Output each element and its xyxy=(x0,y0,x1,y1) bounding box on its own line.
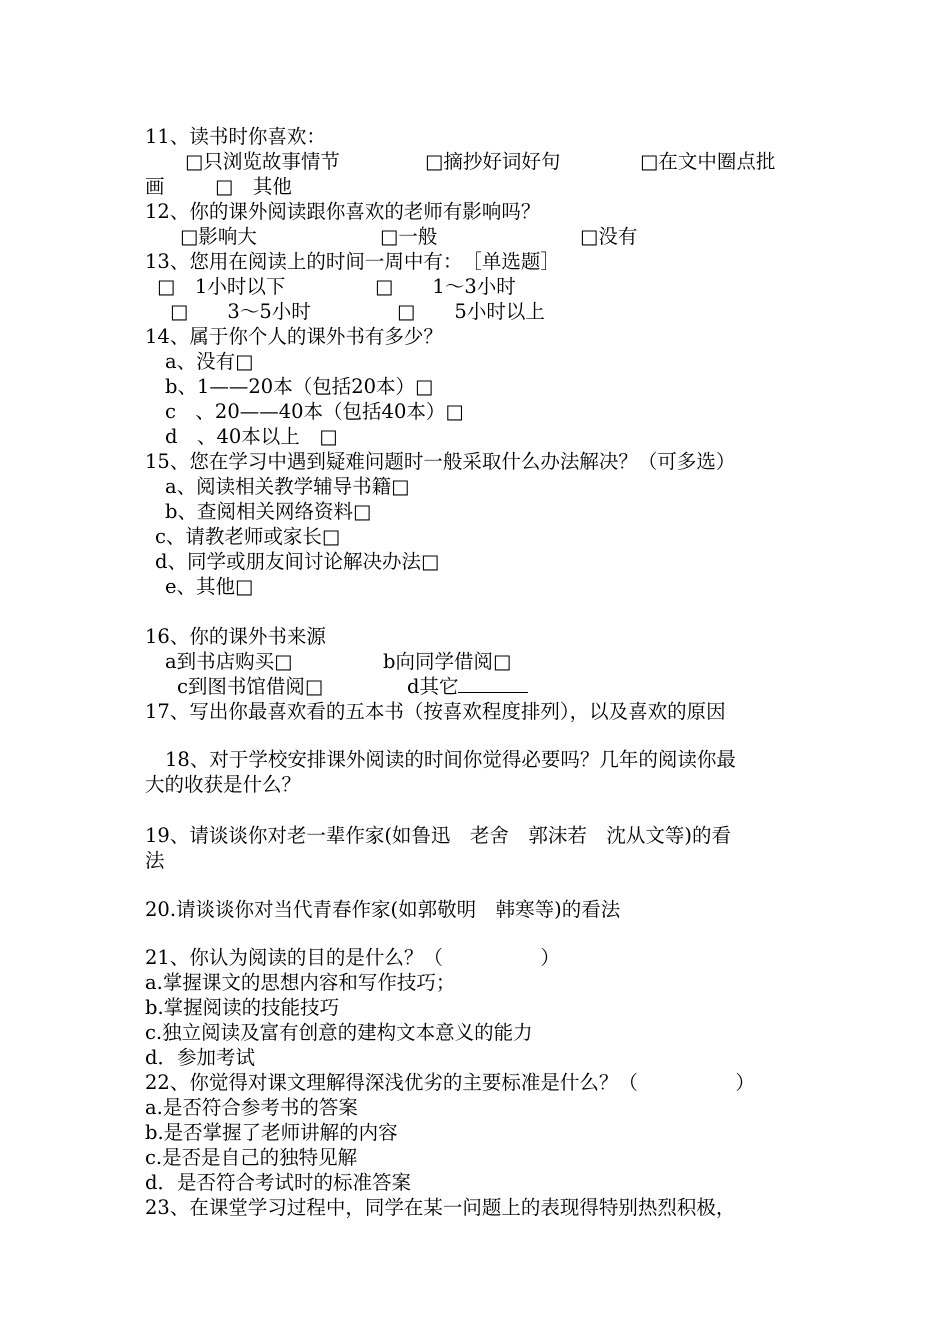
q21-option-a: a.掌握课文的思想内容和写作技巧； xyxy=(145,971,456,994)
q11-option-1: □只浏览故事情节 xyxy=(185,150,340,173)
q12-options-line xyxy=(145,224,815,249)
q13-option-4: □ 5小时以上 xyxy=(397,300,545,323)
q11-title: 11、读书时你喜欢： xyxy=(145,125,326,148)
q15-option-e: e、其他□ xyxy=(165,575,254,598)
q11-option-4: □ 其他 xyxy=(215,175,292,198)
q12-option-1: □影响大 xyxy=(180,225,257,248)
q14-title: 14、属于你个人的课外书有多少？ xyxy=(145,325,443,348)
q23-title: 23、在课堂学习过程中，同学在某一问题上的表现得特别热烈积极， xyxy=(145,1196,736,1219)
q12-option-3: □没有 xyxy=(580,225,638,248)
q22-option-c: c.是否是自己的独特见解 xyxy=(145,1146,358,1169)
q16-options-line-2 xyxy=(145,674,815,699)
q22-title: 22、你觉得对课文理解得深浅优劣的主要标准是什么？（ ） xyxy=(145,1071,755,1094)
q11-options-line xyxy=(145,149,815,174)
q19-line-1: 19、请谈谈你对老一辈作家(如鲁迅 老舍 郭沫若 沈从文等)的看 xyxy=(145,824,732,847)
q15-option-d: d、同学或朋友间讨论解决办法□ xyxy=(155,550,440,573)
q13-options-line-2 xyxy=(145,299,815,324)
q14-option-c: c 、20——40本（包括40本）□ xyxy=(165,400,464,423)
q21-option-d: d．参加考试 xyxy=(145,1046,255,1069)
q16-option-d xyxy=(407,674,528,699)
q11-option-2: □摘抄好词好句 xyxy=(425,150,561,173)
q19-line-2: 法 xyxy=(145,849,165,872)
q13-option-3: □ 3～5小时 xyxy=(170,300,311,323)
q14-option-d: d 、40本以上 □ xyxy=(165,425,338,448)
q15-option-b: b、查阅相关网络资料□ xyxy=(165,500,372,523)
q21-option-b: b.掌握阅读的技能技巧 xyxy=(145,996,340,1019)
q12-option-2: □一般 xyxy=(380,225,438,248)
q17-title: 17、写出你最喜欢看的五本书（按喜欢程度排列），以及喜欢的原因 xyxy=(145,700,726,723)
q21-title: 21、你认为阅读的目的是什么？（ ） xyxy=(145,946,560,969)
q16-option-c: c到图书馆借阅□ xyxy=(177,675,324,698)
q15-option-a: a、阅读相关教学辅导书籍□ xyxy=(165,475,410,498)
q12-title: 12、你的课外阅读跟你喜欢的老师有影响吗？ xyxy=(145,200,541,223)
q22-option-d: d．是否符合考试时的标准答案 xyxy=(145,1171,411,1194)
q18-line-2: 大的收获是什么？ xyxy=(145,773,302,796)
q16-title: 16、你的课外书来源 xyxy=(145,625,326,648)
q13-title: 13、您用在阅读上的时间一周中有： ［单选题］ xyxy=(145,250,560,273)
q22-option-a: a.是否符合参考书的答案 xyxy=(145,1096,358,1119)
q16-option-d-blank xyxy=(458,674,528,693)
q15-title: 15、您在学习中遇到疑难问题时一般采取什么办法解决？（可多选） xyxy=(145,450,736,473)
q15-option-c: c、请教老师或家长□ xyxy=(155,525,341,548)
q13-option-2: □ 1～3小时 xyxy=(375,275,516,298)
q13-option-1: □ 1小时以下 xyxy=(157,275,286,298)
q14-option-b: b、1——20本（包括20本）□ xyxy=(165,375,434,398)
q16-option-b: b向同学借阅□ xyxy=(383,650,512,673)
q16-option-d-label: d其它 xyxy=(407,675,459,698)
q14-option-a: a、没有□ xyxy=(165,350,254,373)
q16-option-a: a到书店购买□ xyxy=(165,650,293,673)
q21-option-c: c.独立阅读及富有创意的建构文本意义的能力 xyxy=(145,1021,533,1044)
q16-options-line xyxy=(145,649,815,674)
q20-title: 20.请谈谈你对当代青春作家(如郭敬明 韩寒等)的看法 xyxy=(145,898,621,921)
q11-options-line-2 xyxy=(145,174,815,199)
q18-line-1: 18、对于学校安排课外阅读的时间你觉得必要吗？几年的阅读你最 xyxy=(165,748,736,771)
q11-option-3-wrap: 画 xyxy=(145,175,165,198)
q22-option-b: b.是否掌握了老师讲解的内容 xyxy=(145,1121,398,1144)
q13-options-line xyxy=(145,274,815,299)
q11-option-3: □在文中圈点批 xyxy=(640,150,776,173)
